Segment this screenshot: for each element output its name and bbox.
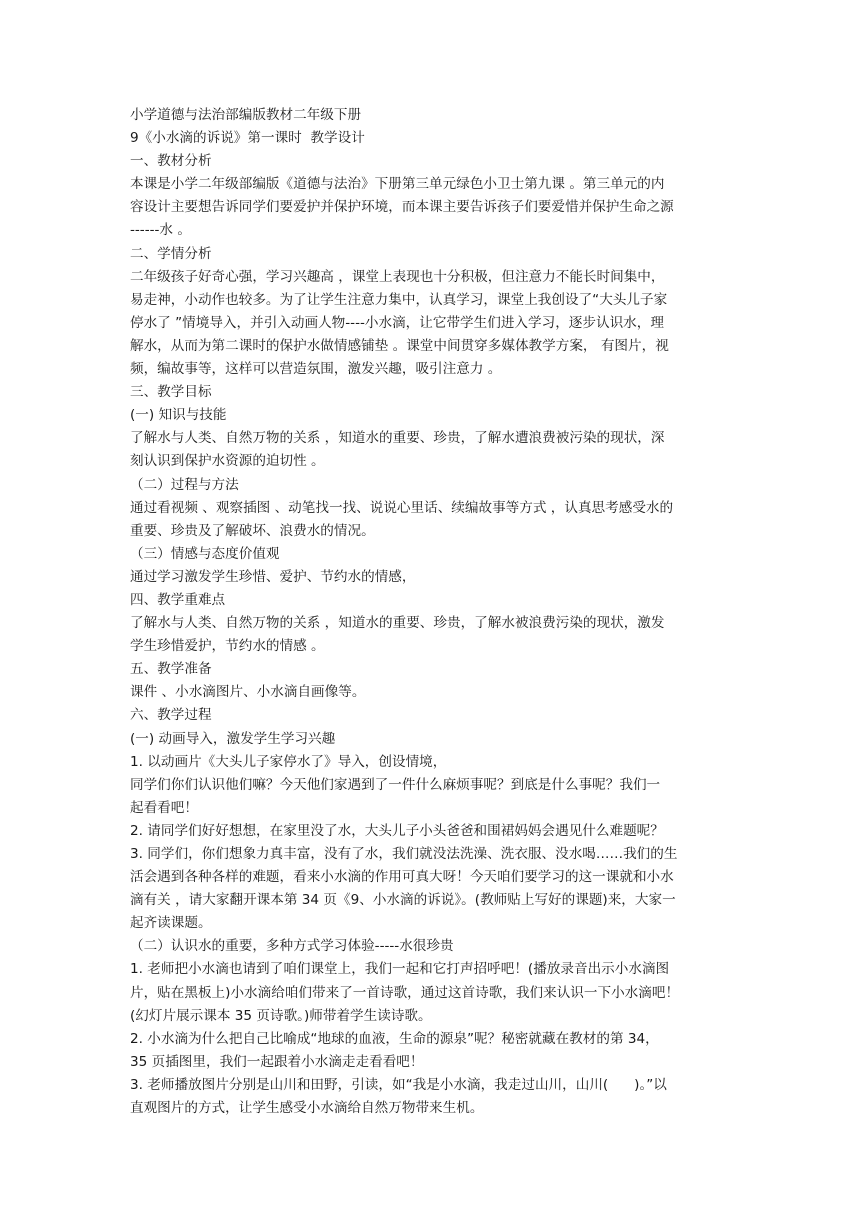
text-line: 9《小水滴的诉说》第一课时 教学设计 xyxy=(130,130,365,147)
text-line: 课件 、小水滴图片、小水滴自画像等。 xyxy=(130,684,366,701)
text-line: 2. 请同学们好好想想，在家里没了水，大头儿子小头爸爸和围裙妈妈会遇见什么难题呢？ xyxy=(130,822,664,839)
text-line: 通过看视频 、观察插图 、动笔找一找、说说心里话、续编故事等方式 ，认真思考感受水的 xyxy=(130,499,674,516)
text-line: 2. 小水滴为什么把自己比喻成“地球的血液，生命的源泉”呢？秘密就藏在教材的第 34， xyxy=(130,1030,659,1047)
text-line: 同学们你们认识他们嘛？今天他们家遇到了一件什么麻烦事呢？到底是什么事呢？我们一 xyxy=(130,776,661,793)
text-line: 六、教学过程 xyxy=(130,707,212,724)
text-line: 了解水与人类、自然万物的关系 ，知道水的重要、珍贵，了解水被浪费污染的现状，激发 xyxy=(130,615,665,632)
text-line: 活会遇到各种各样的难题，看来小水滴的作用可真大呀！今天咱们要学习的这一课就和小水 xyxy=(130,869,674,886)
text-line: 小学道德与法治部编版教材二年级下册 xyxy=(130,107,362,123)
text-line: 解水，从而为第二课时的保护水做情感铺垫 。课堂中间贯穿多媒体教学方案， 有图片，视 xyxy=(130,337,669,354)
text-line: ------水 。 xyxy=(130,222,191,239)
text-line: 易走神，小动作也较多。为了让学生注意力集中，认真学习，课堂上我创设了“大头儿子家 xyxy=(130,291,668,308)
text-line: 35 页插图里，我们一起跟着小水滴走走看看吧！ xyxy=(130,1053,424,1070)
text-line: 3. 同学们，你们想象力真丰富，没有了水，我们就没法洗澡、洗衣服、没水喝……我们的生 xyxy=(130,846,678,862)
text-line: 1. 以动画片《大头儿子家停水了》导入，创设情境， xyxy=(130,753,447,770)
text-line: 通过学习激发学生珍惜、爱护、节约水的情感， xyxy=(130,568,416,585)
text-line: 容设计主要想告诉同学们要爱护并保护环境，而本课主要告诉孩子们要爱惜并保护生命之源 xyxy=(130,199,674,216)
text-line: 重要、珍贵及了解破坏、浪费水的情况。 xyxy=(130,522,375,539)
text-line: 五、教学准备 xyxy=(130,661,212,678)
text-line: 三、教学目标 xyxy=(130,384,212,401)
text-line: 直观图片的方式，让学生感受小水滴给自然万物带来生机。 xyxy=(130,1100,484,1117)
text-line: 起齐读课题。 xyxy=(130,915,212,932)
text-line: 学生珍惜爱护，节约水的情感 。 xyxy=(130,638,325,655)
text-line: （二）过程与方法 xyxy=(130,476,239,493)
text-line: (幻灯片展示课本 35 页诗歌。)师带着学生读诗歌。 xyxy=(130,1007,432,1024)
text-line: 本课是小学二年级部编版《道德与法治》下册第三单元绿色小卫士第九课 。第三单元的内 xyxy=(130,176,665,193)
text-line: 四、教学重难点 xyxy=(130,591,226,608)
text-line: 一、教材分析 xyxy=(130,153,212,170)
text-line: 了解水与人类、自然万物的关系 ，知道水的重要、珍贵，了解水遭浪费被污染的现状，深 xyxy=(130,430,665,447)
text-line: 1. 老师把小水滴也请到了咱们课堂上，我们一起和它打声招呼吧！(播放录音出示小水滴图 xyxy=(130,961,670,978)
text-line: （二）认识水的重要，多种方式学习体验-----水很珍贵 xyxy=(130,938,454,955)
text-line: (一) 知识与技能 xyxy=(130,407,227,424)
text-line: 刻认识到保护水资源的迫切性 。 xyxy=(130,453,325,470)
text-line: 频，编故事等，这样可以营造氛围，激发兴趣，吸引注意力 。 xyxy=(130,361,502,378)
text-line: 二、学情分析 xyxy=(130,245,212,262)
text-line: 二年级孩子好奇心强，学习兴趣高 ，课堂上表现也十分积极，但注意力不能长时间集中， xyxy=(130,268,665,285)
text-line: (一) 动画导入，激发学生学习兴趣 xyxy=(130,730,336,747)
text-line: 片，贴在黑板上)小水滴给咱们带来了一首诗歌，通过这首诗歌，我们来认识一下小水滴吧！ xyxy=(130,984,680,1001)
text-line: 起看看吧！ xyxy=(130,799,198,816)
text-line: 滴有关 ，请大家翻开课本第 34 页《9、小水滴的诉说》。(教师贴上写好的课题)来，大家一 xyxy=(130,892,676,909)
text-line: 停水了 ”情境导入，并引入动画人物----小水滴，让它带学生们进入学习，逐步认识水，理 xyxy=(130,314,664,331)
text-line: 3. 老师播放图片分别是山川和田野，引读，如“我是小水滴，我走过山川，山川( )。”以 xyxy=(130,1076,667,1093)
text-line: （三）情感与态度价值观 xyxy=(130,545,280,562)
lesson-plan-document xyxy=(130,104,736,1120)
